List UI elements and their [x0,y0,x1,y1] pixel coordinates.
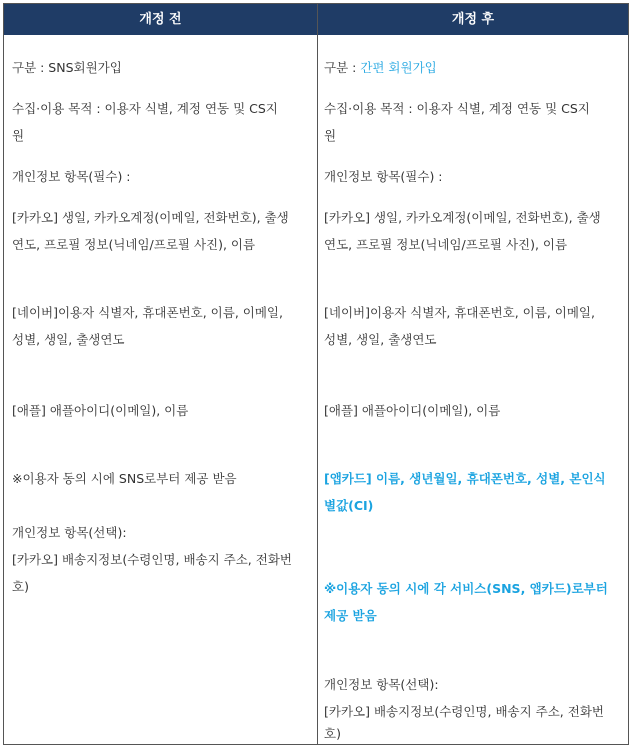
after-category-value: 간편 회원가입 [360,60,437,75]
before-apple: [애플] 애플아이디(이메일), 이름 [12,403,189,418]
after-optional-title: 개인정보 항목(선택): [324,677,439,692]
comparison-table [3,3,629,745]
after-kakao-line1: [카카오] 생일, 카카오계정(이메일, 전화번호), 출생 [324,210,601,225]
before-category: 구분 : SNS회원가입 [12,60,122,75]
after-optional-line2: 호) [324,726,341,741]
after-appcard-line1: [앱카드] 이름, 생년월일, 휴대폰번호, 성별, 본인식 [324,471,606,486]
after-purpose-line1: 수집·이용 목적 : 이용자 식별, 계정 연동 및 CS지 [324,101,590,116]
before-purpose-line2: 원 [12,128,25,143]
after-optional-line1: [카카오] 배송지정보(수령인명, 배송지 주소, 전화번 [324,704,604,719]
after-purpose-line2: 원 [324,128,337,143]
before-naver-line2: 성별, 생일, 출생연도 [12,332,125,347]
header-before: 개정 전 [4,4,317,35]
before-kakao-line1: [카카오] 생일, 카카오계정(이메일, 전화번호), 출생 [12,210,289,225]
after-kakao-line2: 연도, 프로필 정보(닉네임/프로필 사진), 이름 [324,237,568,252]
after-appcard-line2: 별값(CI) [324,498,374,513]
after-note-line2: 제공 받음 [324,608,377,623]
after-required-title: 개인정보 항목(필수) : [324,169,443,184]
before-required-title: 개인정보 항목(필수) : [12,169,131,184]
after-naver-line1: [네이버]이용자 식별자, 휴대폰번호, 이름, 이메일, [324,305,595,320]
after-note-line1: ※이용자 동의 시에 각 서비스(SNS, 앱카드)로부터 [324,581,608,596]
after-apple: [애플] 애플아이디(이메일), 이름 [324,403,501,418]
header-after: 개정 후 [318,4,628,35]
before-kakao-line2: 연도, 프로필 정보(닉네임/프로필 사진), 이름 [12,237,256,252]
before-note: ※이용자 동의 시에 SNS로부터 제공 받음 [12,471,237,486]
column-divider [317,4,318,744]
before-naver-line1: [네이버]이용자 식별자, 휴대폰번호, 이름, 이메일, [12,305,283,320]
after-category [324,54,437,81]
after-category-label: 구분 : [324,60,361,75]
before-purpose-line1: 수집·이용 목적 : 이용자 식별, 계정 연동 및 CS지 [12,101,278,116]
before-optional-line1: [카카오] 배송지정보(수령인명, 배송지 주소, 전화번 [12,552,292,567]
after-naver-line2: 성별, 생일, 출생연도 [324,332,437,347]
before-optional-line2: 호) [12,579,29,594]
before-optional-title: 개인정보 항목(선택): [12,525,127,540]
